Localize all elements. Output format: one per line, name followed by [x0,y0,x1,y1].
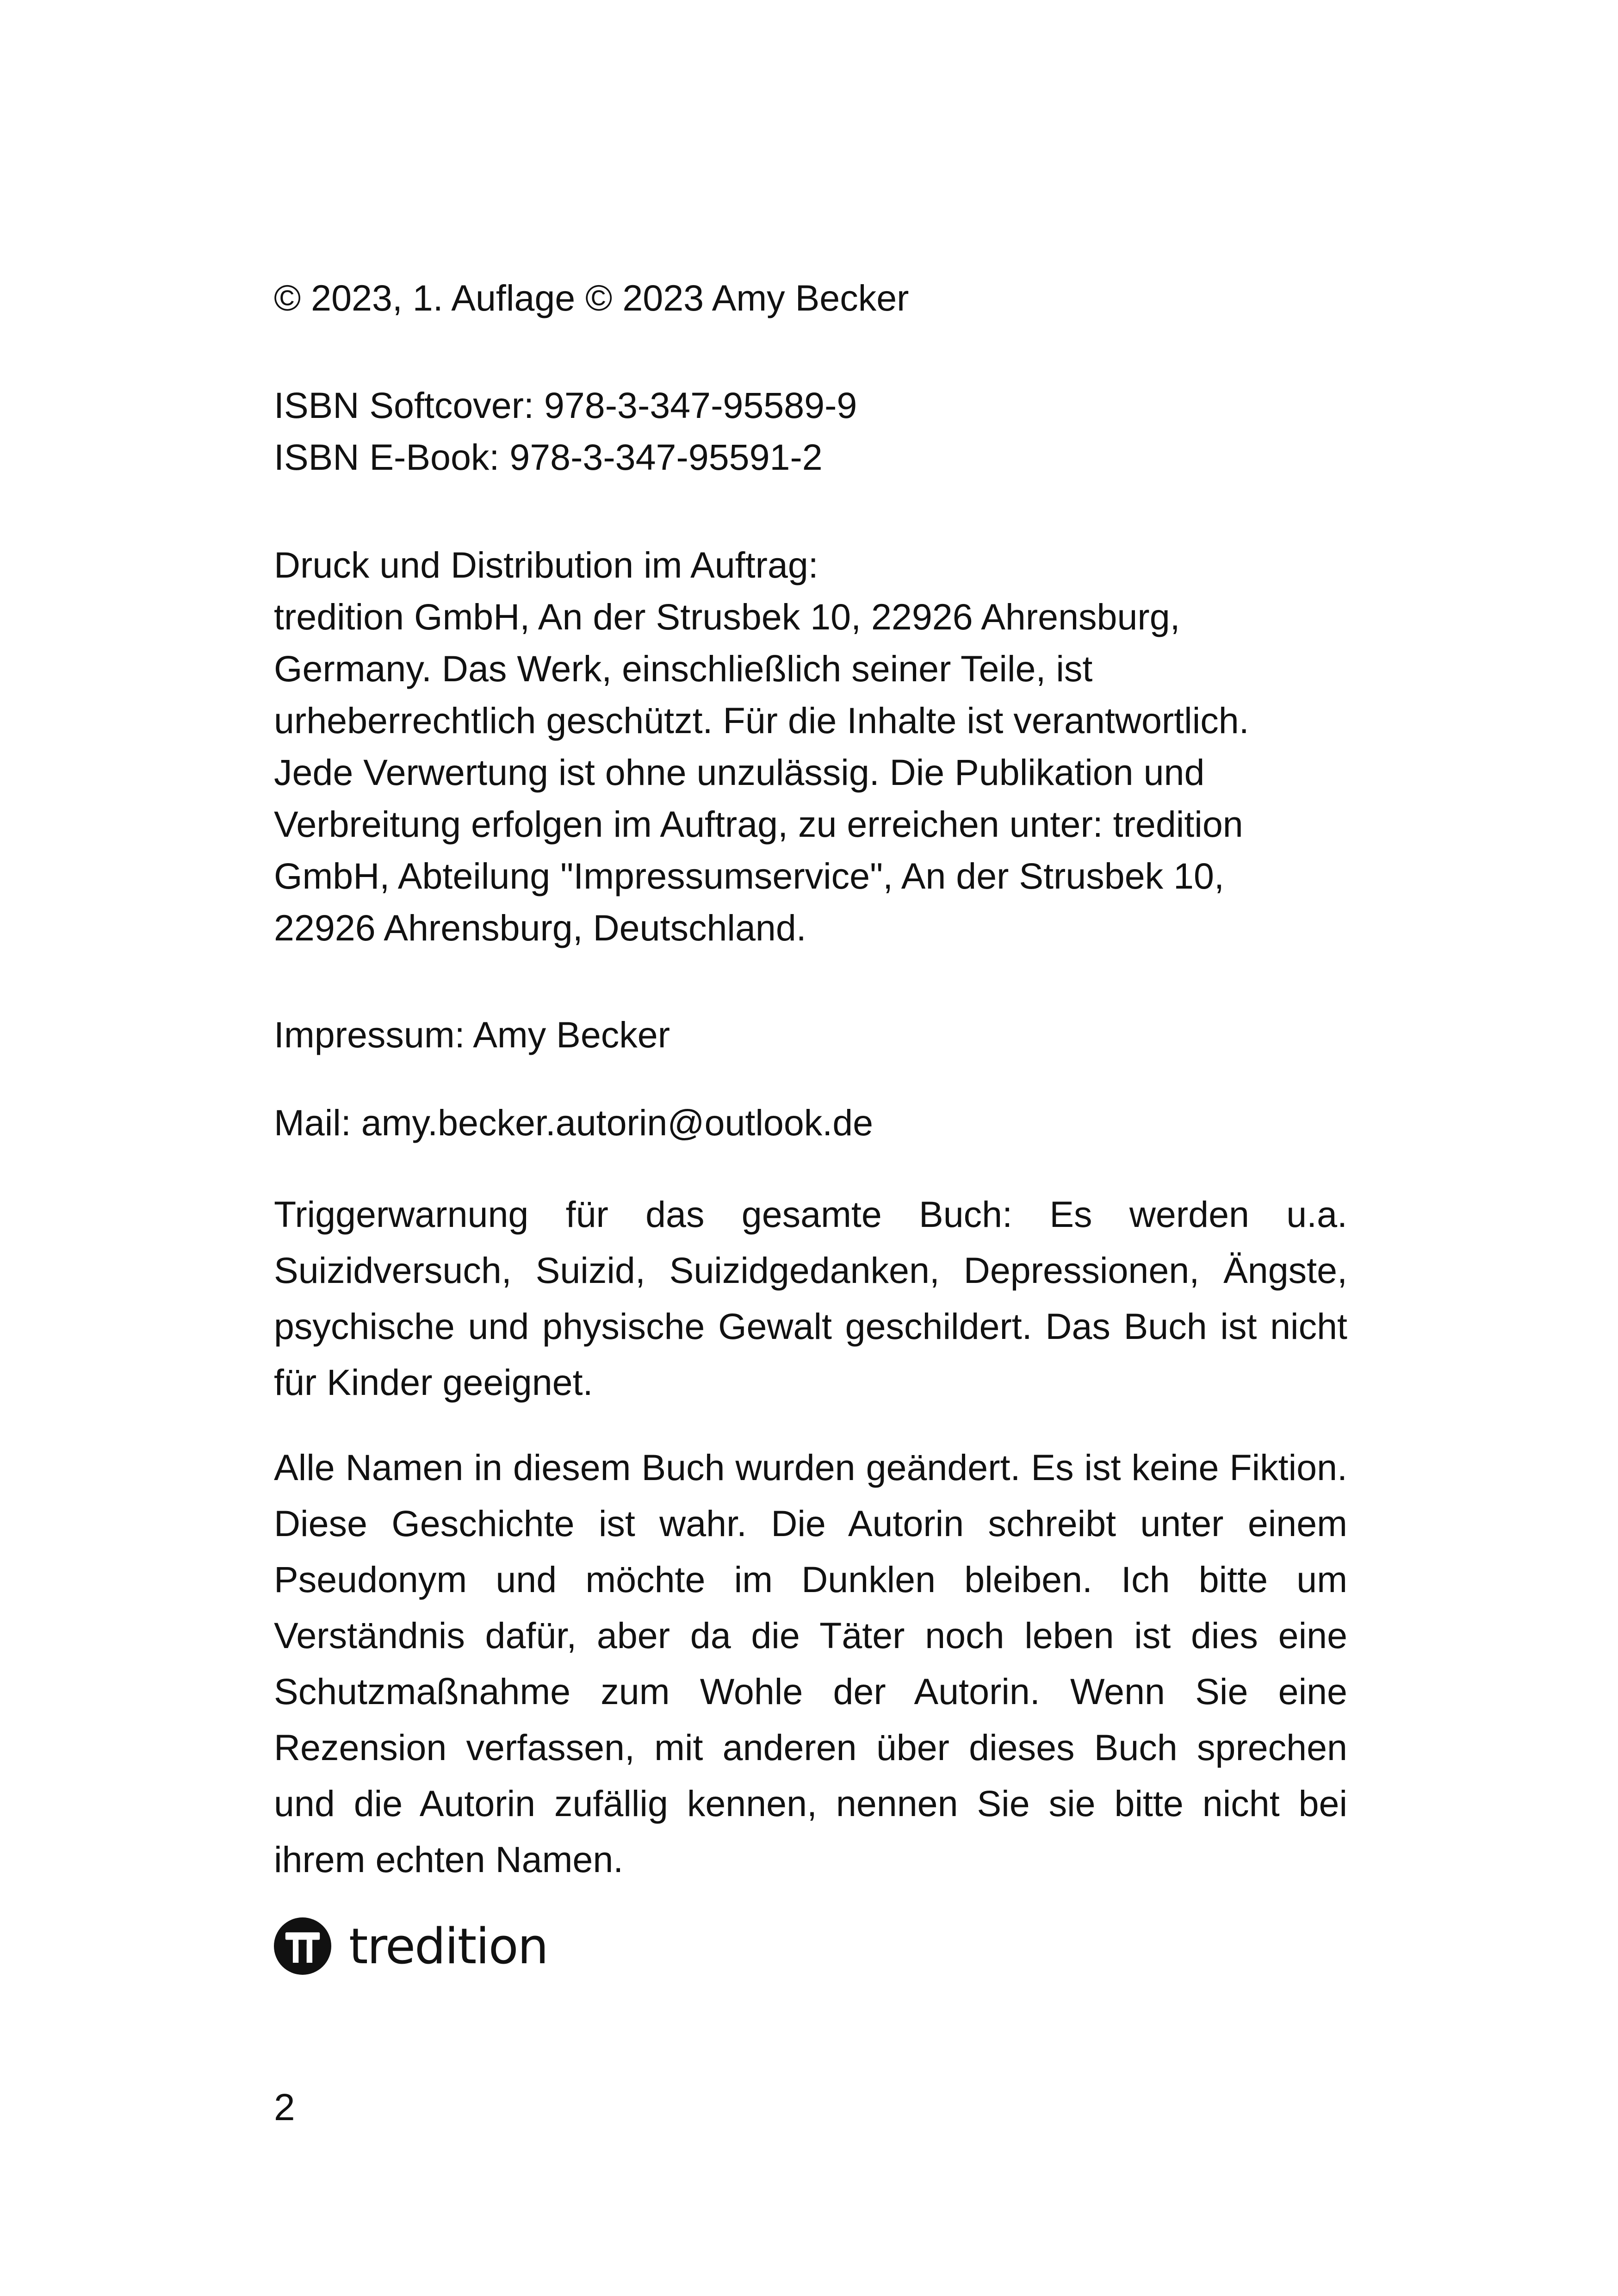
distribution-line: urheberrechtlich geschützt. Für die Inhalte ist verantwortlich. [274,700,1249,741]
distribution-block [274,539,1347,954]
isbn-softcover: ISBN Softcover: 978-3-347-95589-9 [274,385,857,426]
isbn-block [274,380,1347,483]
trigger-warning: Triggerwarnung für das gesamte Buch: Es werden u.a. Suizidversuch, Suizid, Suizidgedanken, Depressionen, Ängste, psychische und physische Gewalt geschildert. Das Buch ist nicht für Kinder geeignet. [274,1194,1347,1403]
mail-text: Mail: amy.becker.autorin@outlook.de [274,1102,874,1143]
impressum-text: Impressum: Amy Becker [274,1014,670,1055]
copyright-notice [274,272,1347,324]
distribution-line: GmbH, Abteilung "Impressumservice", An der Strusbek 10, [274,855,1224,896]
copyright-line: © 2023, 1. Auflage © 2023 Amy Becker [274,277,909,318]
tredition-logo [274,1916,548,1976]
page-number: 2 [274,2086,295,2128]
distribution-line: Jede Verwertung ist ohne unzulässig. Die Publikation und [274,752,1205,793]
tredition-logo-icon [274,1917,331,1975]
name-disclaimer: Alle Namen in diesem Buch wurden geändert. Es ist keine Fiktion. Diese Geschichte ist wahr. Die Autorin schreibt unter einem Pseudonym und möchte im Dunklen bleiben. Ich bitte um Verständnis dafür, aber da die Täter noch leben ist dies eine Schutzmaßnahme zum Wohle der Autorin. Wenn Sie eine Rezension verfassen, mit anderen über dieses Buch sprechen und die Autorin zufällig kennen, nennen Sie sie bitte nicht bei ihrem echten Namen. [274,1447,1347,1880]
mail-line [274,1097,1347,1149]
distribution-line: Verbreitung erfolgen im Auftrag, zu erreichen unter: tredition [274,803,1243,845]
distribution-line: 22926 Ahrensburg, Deutschland. [274,907,806,948]
tredition-logo-text: tredition [349,1917,548,1975]
isbn-ebook: ISBN E-Book: 978-3-347-95591-2 [274,436,823,478]
distribution-line: Druck und Distribution im Auftrag: [274,544,818,585]
distribution-line: tredition GmbH, An der Strusbek 10, 22926 Ahrensburg, [274,596,1180,637]
impressum-line [274,1009,1347,1061]
distribution-line: Germany. Das Werk, einschließlich seiner Teile, ist [274,648,1093,689]
